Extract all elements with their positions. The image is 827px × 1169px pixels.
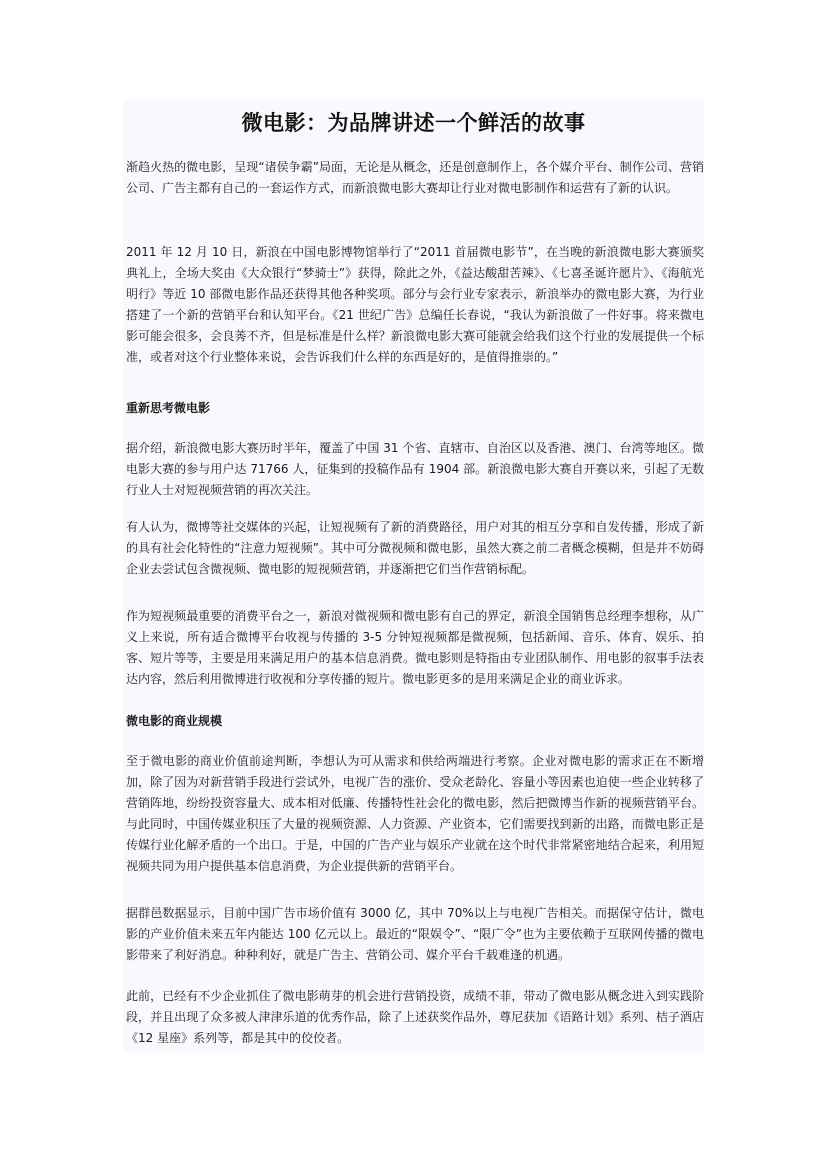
paragraph-commercial-value: 至于微电影的商业价值前途判断，李想认为可从需求和供给两端进行考察。企业对微电影的需求正在不断增加，除了因为对新营销手段进行尝试外，电视广告的涨价、受众老龄化、容量小等因素也迫使一些企业转移了营销阵地，纷纷投资容量大、成本相对低廉、传播特性社会化的微电影，然后把微博当作新的视频营销平台。与此同时，中国传媒业积压了大量的视频资源、人力资源、产业资本，它们需要找到新的出路，而微电影正是传媒行业化解矛盾的一个出口。于是，中国的广告产业与娱乐产业就在这个时代非常紧密地结合起来，利用短视频共同为用户提供基本信息消费，为企业提供新的营销平台。: [126, 754, 704, 873]
article: [123, 99, 704, 1052]
section-heading-scale: 微电影的商业规模: [126, 714, 223, 728]
paragraph-social-media: 有人认为，微博等社交媒体的兴起，让短视频有了新的消费路径，用户对其的相互分享和自发传播，形成了新的具有社会化特性的“注意力短视频”。其中可分微视频和微电影，虽然大赛之前二者概念模糊，但是并不妨碍企业去尝试包含微视频、微电影的短视频营销，并逐渐把它们当作营销标配。: [126, 520, 704, 576]
paragraph-market-data: 据群邑数据显示，目前中国广告市场价值有 3000 亿，其中 70%以上与电视广告相关。而据保守估计，微电影的产业价值未来五年内能达 100 亿元以上。最近的“限娱令”、“限广令”也为主要依赖于互联网传播的微电影带来了利好消息。种种利好，就是广告主、营销公司、媒介平台千载难逢的机遇。: [126, 906, 704, 962]
paragraph-intro: 渐趋火热的微电影，呈现“诸侯争霸”局面，无论是从概念，还是创意制作上，各个媒介平台、制作公司、营销公司、广告主都有自己的一套运作方式，而新浪微电影大赛却让行业对微电影制作和运营有了新的认识。: [126, 160, 704, 195]
article-title: 微电影：为品牌讲述一个鲜活的故事: [241, 110, 586, 135]
section-heading-rethink: 重新思考微电影: [126, 401, 211, 415]
paragraph-definition: 作为短视频最重要的消费平台之一，新浪对微视频和微电影有自己的界定，新浪全国销售总经理李想称，从广义上来说，所有适合微博平台收视与传播的 3-5 分钟短视频都是微视频，包括新闻、音乐、体育、娱乐、拍客、短片等等，主要是用来满足用户的基本信息消费。微电影则是特指由专业团队制作、用电影的叙事手法表达内容，然后利用微博进行收视和分享传播的短片。微电影更多的是用来满足企业的商业诉求。: [126, 609, 704, 686]
paragraph-contest-stats: 据介绍，新浪微电影大赛历时半年，覆盖了中国 31 个省、直辖市、自治区以及香港、澳门、台湾等地区。微电影大赛的参与用户达 71766 人，征集到的投稿作品有 1904 部。新浪微电影大赛自开赛以来，引起了无数行业人士对短视频营销的再次关注。: [126, 441, 704, 497]
paragraph-festival: 2011 年 12 月 10 日，新浪在中国电影博物馆举行了“2011 首届微电影节”，在当晚的新浪微电影大赛颁奖典礼上，全场大奖由《大众银行“梦骑士”》获得，除此之外，《益达酸甜苦辣》、《七喜圣诞许愿片》、《海航光明行》等近 10 部微电影作品还获得其他各种奖项。部分与会行业专家表示，新浪举办的微电影大赛，为行业搭建了一个新的营销平台和认知平台。《21 世纪广告》总编任长春说，“我认为新浪做了一件好事。将来微电影可能会很多，会良莠不齐，但是标准是什么样？新浪微电影大赛可能就会给我们这个行业的发展提供一个标准，或者对这个行业整体来说，会告诉我们什么样的东西是好的，是值得推崇的。”: [126, 245, 704, 364]
paragraph-examples: 此前，已经有不少企业抓住了微电影萌芽的机会进行营销投资，成绩不菲，带动了微电影从概念进入到实践阶段，并且出现了众多被人津津乐道的优秀作品，除了上述获奖作品外，尊尼获加《语路计划》系列、桔子酒店《12 星座》系列等，都是其中的佼佼者。: [126, 989, 704, 1045]
